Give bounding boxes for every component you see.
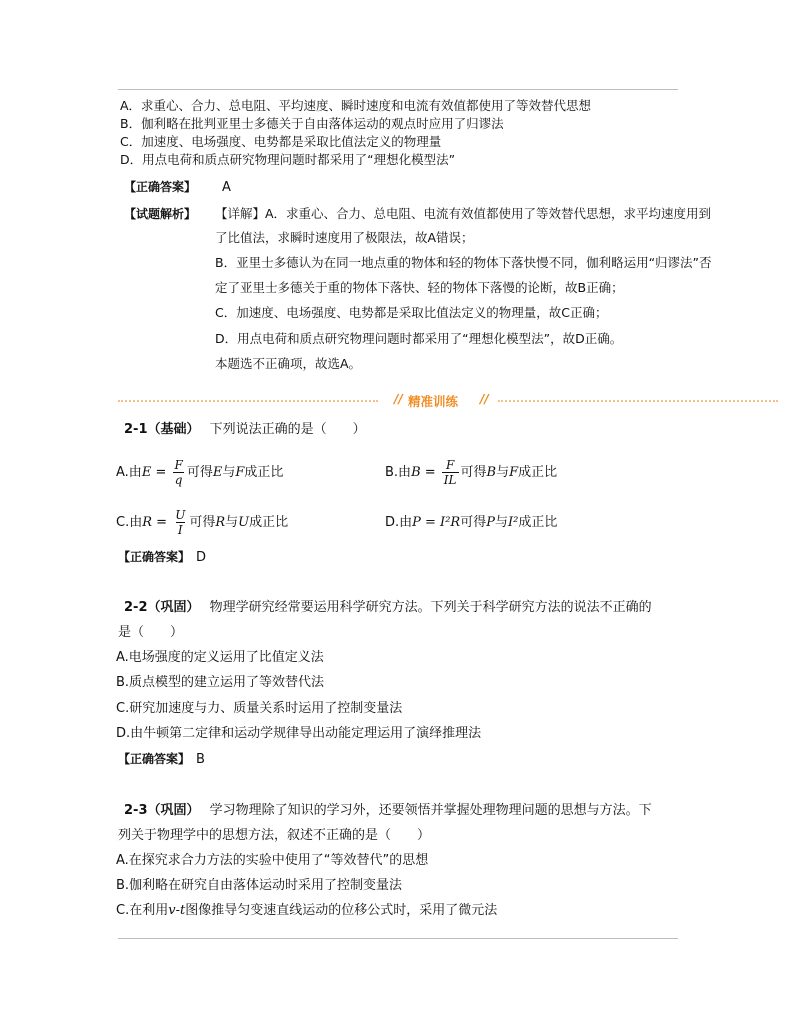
banner-left-deco-icon: //	[394, 392, 403, 406]
analysis-line-2: 了比值法，求瞬时速度用了极限法，故A错误；	[215, 230, 474, 245]
opt-text: D.由	[385, 515, 413, 530]
fraction	[172, 458, 184, 487]
opt-text: A.由	[116, 465, 142, 480]
banner-left-bar	[118, 400, 378, 402]
analysis-line-7: 本题选不正确项，故选A。	[215, 356, 362, 371]
q2-3-number: 2-3（巩固）	[124, 803, 200, 818]
math-var: P	[486, 515, 495, 530]
answer-tag: 【正确答案】	[118, 550, 191, 564]
math-var: B	[411, 465, 421, 480]
opt-text: 可得	[460, 465, 487, 480]
answer-value: A	[222, 180, 231, 195]
answer-tag: 【正确答案】	[118, 752, 191, 766]
banner-right-deco-icon: //	[480, 392, 489, 406]
opt-text: 成正比	[518, 515, 558, 530]
q2-1-option-a	[116, 455, 283, 491]
math-eq: =	[152, 515, 172, 530]
q1-option-a: A．求重心、合力、总电阻、平均速度、瞬时速度和电流有效值都使用了等效替代思想	[120, 98, 592, 113]
opt-text: 可得	[189, 515, 216, 530]
section-banner	[118, 392, 778, 410]
q2-1-option-c	[116, 505, 288, 541]
math-eq: =	[420, 465, 440, 480]
q2-1-stem-text: 下列说法正确的是（ ）	[209, 422, 366, 437]
q1-option-b: B．伽利略在批判亚里士多德关于自由落体运动的观点时应用了归谬法	[120, 116, 504, 131]
fraction	[442, 458, 459, 487]
q2-2-option-c: C.研究加速度与力、质量关系时运用了控制变量法	[116, 701, 403, 716]
q1-option-d: D．用点电荷和质点研究物理问题时都采用了“理想化模型法”	[120, 152, 456, 167]
q2-1-number: 2-1（基础）	[124, 422, 200, 437]
math-var: v-t	[168, 903, 186, 918]
answer-value: B	[196, 752, 205, 767]
opt-text: C.在利用	[116, 903, 169, 918]
q2-2-option-b: B.质点模型的建立运用了等效替代法	[116, 675, 325, 690]
analysis-tag: 【试题解析】	[124, 207, 197, 221]
math-var: E	[141, 465, 152, 480]
fraction-den: q	[174, 473, 183, 487]
q2-1-stem	[124, 421, 366, 439]
q2-3-stem	[124, 802, 652, 820]
answer-tag: 【正确答案】	[124, 180, 197, 194]
opt-text: B.由	[385, 465, 412, 480]
analysis-line-3: B．亚里士多德认为在同一地点重的物体和轻的物体下落快慢不同，伽利略运用“归谬法”否	[215, 255, 712, 270]
opt-text: 与	[494, 515, 508, 530]
q2-3-option-c	[116, 902, 497, 920]
analysis-line-4: 定了亚里士多德关于重的物体下落快、轻的物体下落慢的论断，故B正确；	[215, 280, 624, 295]
math-var: E	[212, 465, 223, 480]
opt-text: 可得	[460, 515, 487, 530]
banner-right-bar	[498, 400, 778, 402]
math-var: F	[235, 465, 245, 480]
math-var: U	[238, 515, 250, 530]
math-var: R	[215, 515, 226, 530]
math-var: I²	[507, 515, 519, 530]
q1-option-c: C．加速度、电场强度、电势都是采取比值法定义的物理量	[120, 134, 442, 149]
q2-2-stem	[124, 599, 652, 617]
opt-text: 图像推导匀变速直线运动的位移公式时，采用了微元法	[185, 903, 498, 918]
q2-3-option-b: B.伽利略在研究自由落体运动时采用了控制变量法	[116, 878, 403, 893]
fraction-num: F	[445, 458, 455, 472]
opt-text: 成正比	[249, 515, 289, 530]
math-var: F	[509, 465, 519, 480]
fraction	[173, 508, 187, 537]
q2-2-option-a: A.电场强度的定义运用了比值定义法	[116, 650, 324, 665]
q1-answer-row	[124, 178, 231, 197]
q2-2-number: 2-2（巩固）	[124, 600, 200, 615]
math-var: R	[142, 515, 153, 530]
fraction-num: U	[175, 508, 186, 522]
opt-text: 与	[225, 515, 239, 530]
q2-3-stem-line-1: 学习物理除了知识的学习外，还要领悟并掌握处理物理问题的思想与方法。下	[209, 803, 652, 818]
bottom-rule	[118, 938, 678, 939]
analysis-line-1: 【详解】A．求重心、合力、总电阻、电流有效值都使用了等效替代思想，求平均速度用到	[215, 206, 712, 221]
section-title: 精准训练	[408, 394, 459, 409]
opt-text: 与	[496, 465, 510, 480]
math-eq: =	[151, 465, 171, 480]
analysis-line-5: C．加速度、电场强度、电势都是采取比值法定义的物理量，故C正确；	[215, 305, 608, 320]
opt-text: 与	[222, 465, 236, 480]
q2-2-option-d: D.由牛顿第二定律和运动学规律导出动能定理运用了演绎推理法	[116, 726, 482, 741]
q2-1-answer-row	[118, 548, 206, 567]
opt-text: 成正比	[518, 465, 558, 480]
fraction-den: I	[177, 523, 183, 537]
math-formula: P = I²R	[412, 515, 461, 530]
opt-text: 成正比	[244, 465, 284, 480]
fraction-num: F	[174, 458, 183, 472]
q2-1-option-b	[385, 455, 557, 491]
q2-1-option-d	[385, 505, 557, 541]
q2-3-stem-line-2: 列关于物理学中的思想方法，叙述不正确的是（ ）	[118, 828, 431, 843]
math-var: B	[486, 465, 497, 480]
q2-2-answer-row	[118, 750, 205, 769]
q2-2-stem-line-2: 是（ ）	[118, 625, 184, 640]
opt-text: C.由	[116, 515, 143, 530]
opt-text: 可得	[186, 465, 213, 480]
analysis-line-6: D．用点电荷和质点研究物理问题时都采用了“理想化模型法”，故D正确。	[215, 331, 623, 346]
q2-3-option-a: A.在探究求合力方法的实验中使用了“等效替代”的思想	[116, 853, 429, 868]
top-rule	[118, 89, 678, 90]
answer-value: D	[196, 550, 207, 565]
q2-2-stem-line-1: 物理学研究经常要运用科学研究方法。下列关于科学研究方法的说法不正确的	[209, 600, 652, 615]
fraction-den: IL	[443, 473, 457, 487]
